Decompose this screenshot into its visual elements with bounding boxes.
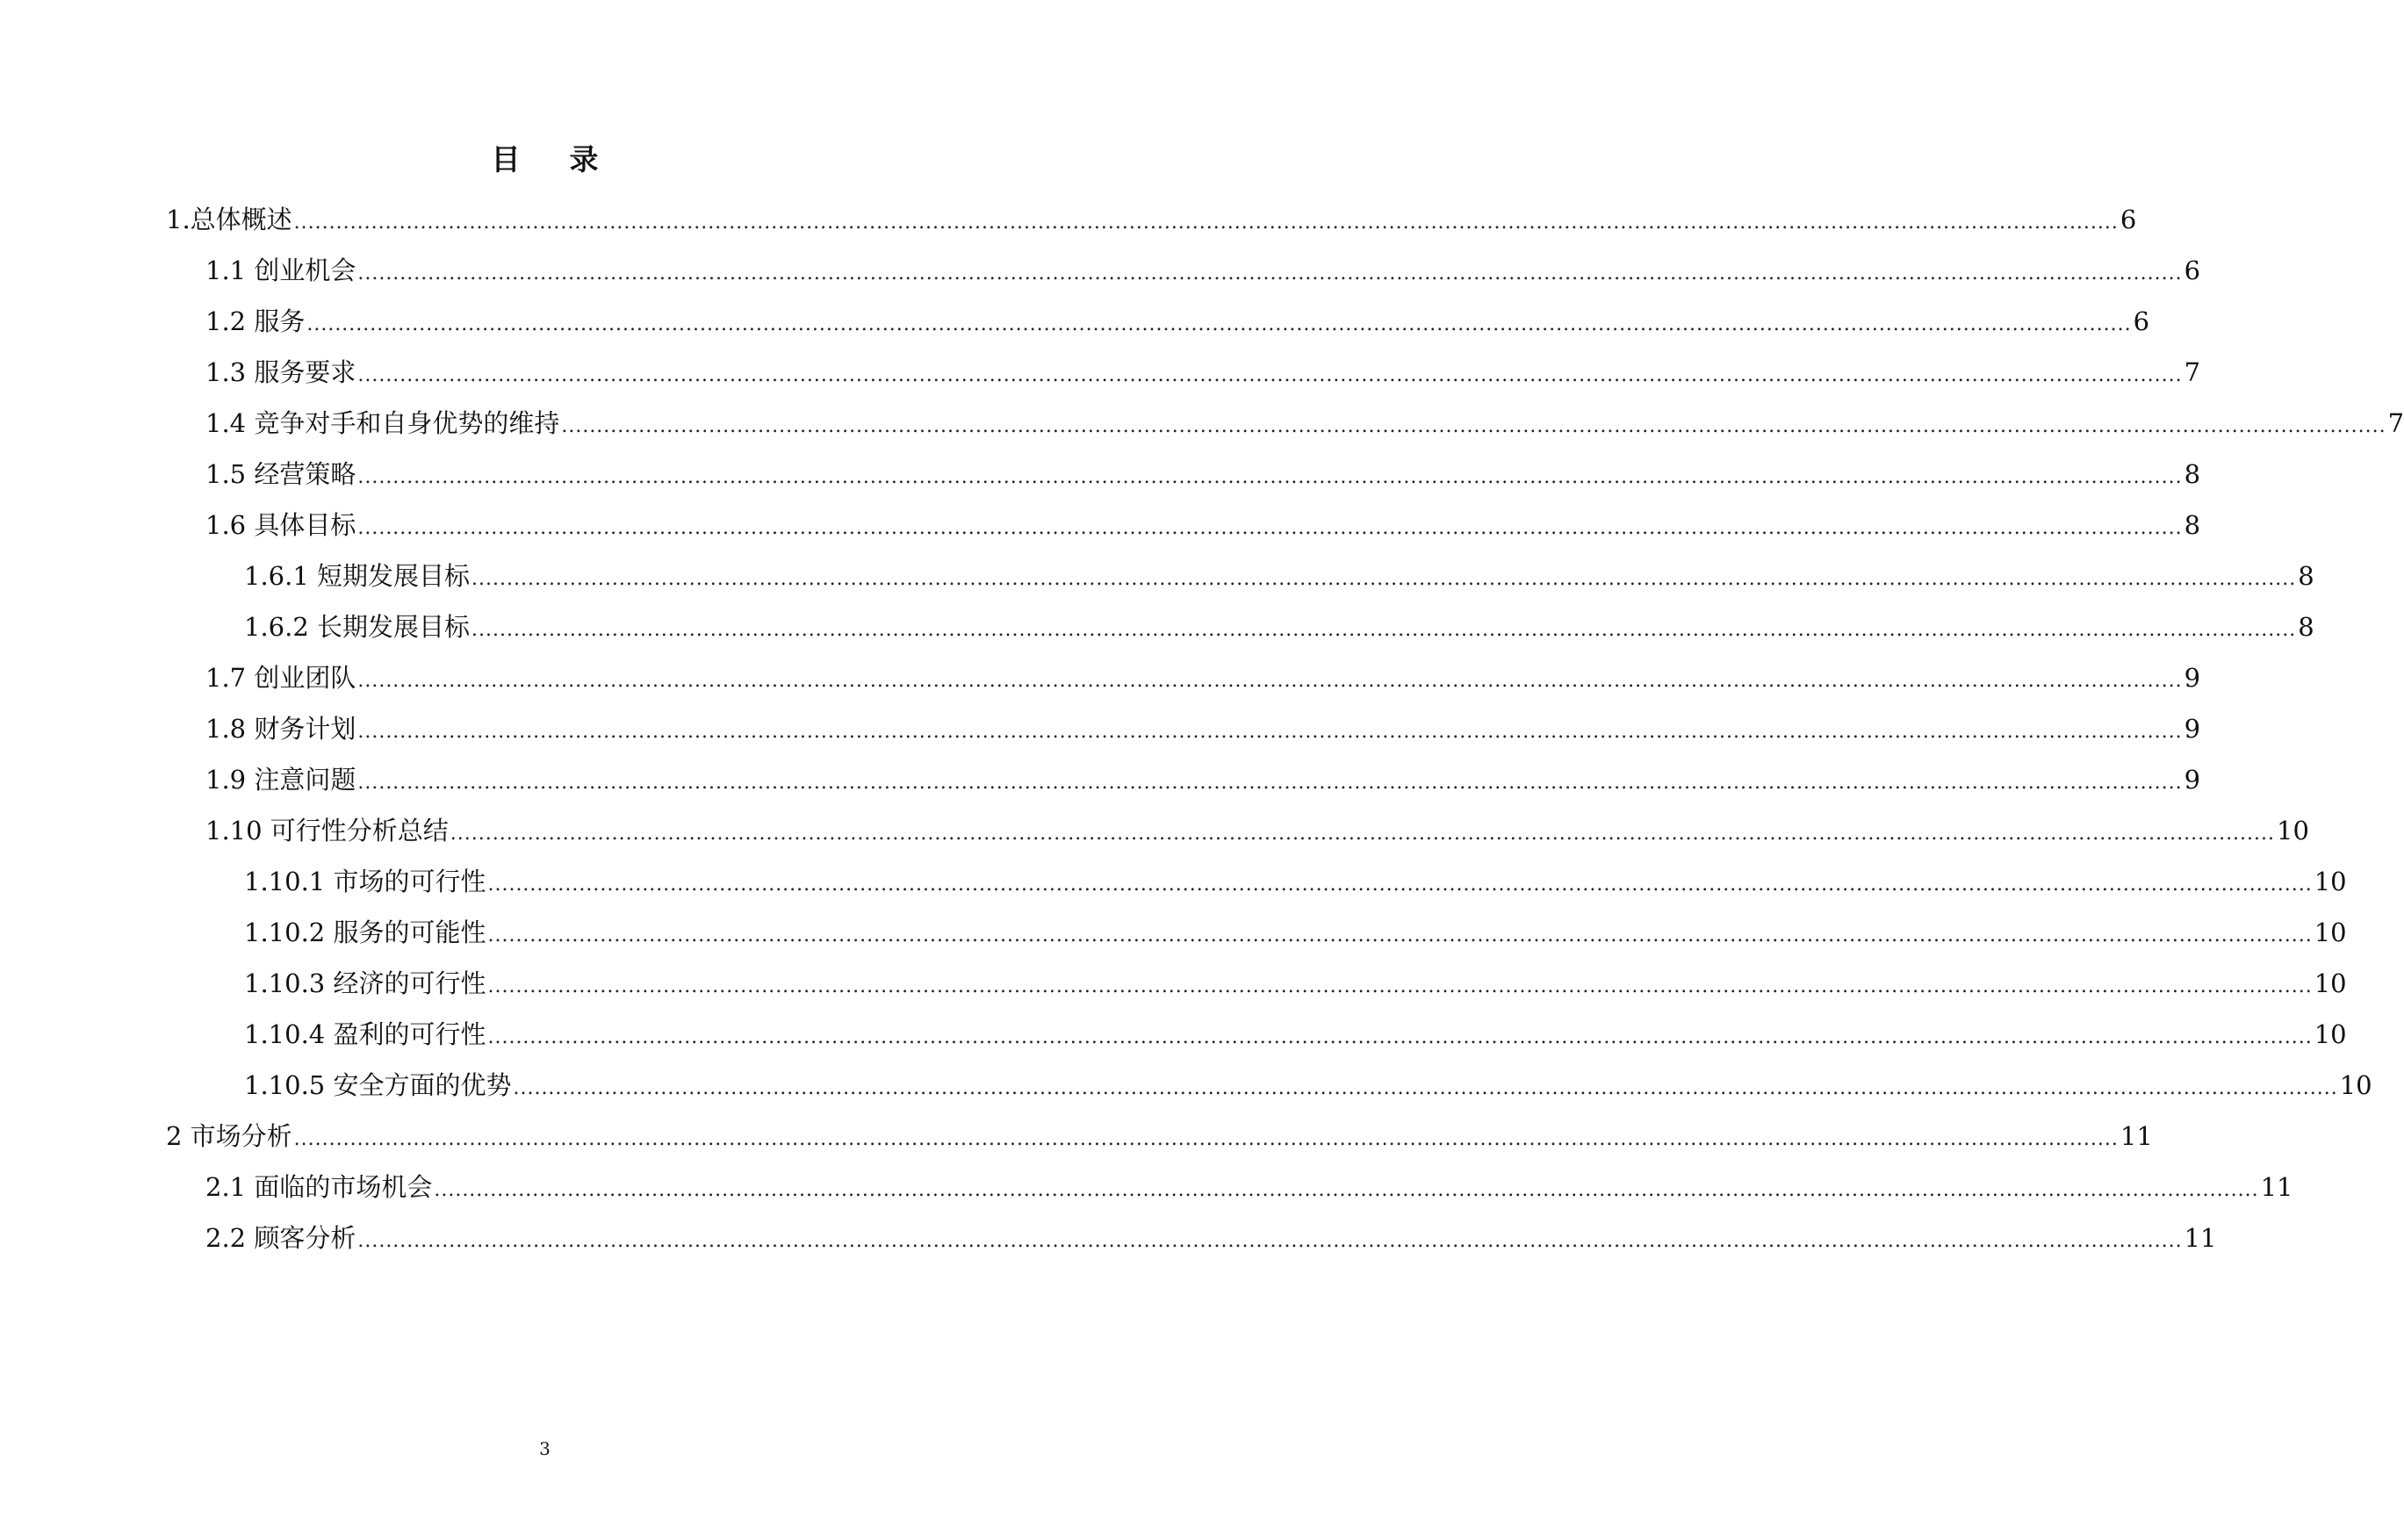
toc-entry-label: 1.10 可行性分析总结	[205, 816, 449, 846]
toc-entry-page: 6	[2184, 255, 2201, 285]
toc-entry-2-1[interactable]	[205, 1168, 2293, 1206]
toc-entry-1-10-2[interactable]	[244, 913, 2347, 952]
toc-entry-label: 1.1 创业机会	[205, 255, 356, 285]
toc-entry-label: 2 市场分析	[166, 1121, 292, 1151]
toc-entry-page: 8	[2298, 561, 2314, 591]
dot-leader: ....................................................................................................................................................................................................................................................................	[293, 1128, 2119, 1150]
toc-entry-page: 7	[2387, 408, 2404, 438]
toc-entry-1-10-4[interactable]	[244, 1015, 2347, 1054]
toc-entry-1-9[interactable]	[205, 760, 2201, 799]
toc-title: 目录	[491, 142, 648, 176]
dot-leader: ....................................................................................................................................................................................................................................................................	[357, 1230, 2183, 1252]
toc-entry-1-6-2[interactable]	[244, 608, 2314, 646]
toc-entry-1-6-1[interactable]	[244, 557, 2314, 595]
toc-entry-label: 1.6 具体目标	[205, 510, 356, 540]
toc-entry-2-2[interactable]	[205, 1219, 2217, 1257]
toc-entry-1-7[interactable]	[205, 658, 2201, 697]
dot-leader: ....................................................................................................................................................................................................................................................................	[487, 1026, 2313, 1048]
toc-entry-label: 2.2 顾客分析	[205, 1223, 356, 1253]
toc-entry-page: 9	[2184, 663, 2201, 693]
dot-leader: ....................................................................................................................................................................................................................................................................	[357, 517, 2183, 539]
dot-leader: ....................................................................................................................................................................................................................................................................	[450, 823, 2276, 845]
page-number: 3	[539, 1438, 551, 1459]
toc-entry-label: 1.10.2 服务的可能性	[244, 918, 486, 947]
dot-leader: ....................................................................................................................................................................................................................................................................	[357, 772, 2183, 794]
toc-entry-1-1[interactable]	[205, 251, 2201, 290]
dot-leader: ....................................................................................................................................................................................................................................................................	[306, 313, 2132, 335]
dot-leader: ....................................................................................................................................................................................................................................................................	[513, 1077, 2338, 1099]
toc-entry-page: 10	[2314, 867, 2347, 896]
toc-entry-label: 1.10.5 安全方面的优势	[244, 1070, 512, 1100]
dot-leader: ....................................................................................................................................................................................................................................................................	[434, 1179, 2259, 1201]
dot-leader: ....................................................................................................................................................................................................................................................................	[471, 619, 2297, 641]
toc-entry-page: 6	[2133, 306, 2150, 336]
toc-entry-page: 6	[2120, 205, 2137, 234]
toc-entry-label: 1.10.3 经济的可行性	[244, 968, 486, 998]
dot-leader: ....................................................................................................................................................................................................................................................................	[471, 568, 2297, 590]
toc-entry-1[interactable]	[166, 200, 2137, 239]
toc-entry-label: 1.5 经营策略	[205, 459, 356, 489]
toc-entry-label: 1.10.4 盈利的可行性	[244, 1019, 486, 1049]
dot-leader: ....................................................................................................................................................................................................................................................................	[487, 874, 2313, 896]
dot-leader: ....................................................................................................................................................................................................................................................................	[357, 364, 2183, 386]
toc-entry-page: 9	[2184, 714, 2201, 744]
toc-entry-label: 1.4 竞争对手和自身优势的维持	[205, 408, 560, 438]
toc-entry-page: 11	[2260, 1172, 2293, 1202]
toc-entry-label: 1.6.2 长期发展目标	[244, 612, 471, 642]
toc-entry-page: 8	[2184, 459, 2201, 489]
toc-entry-page: 10	[2339, 1070, 2372, 1100]
toc-entry-page: 10	[2314, 968, 2347, 998]
toc-entry-1-8[interactable]	[205, 709, 2201, 748]
dot-leader: ....................................................................................................................................................................................................................................................................	[357, 670, 2183, 692]
toc-entry-1-3[interactable]	[205, 353, 2201, 392]
toc-entry-1-2[interactable]	[205, 302, 2150, 341]
toc-entry-label: 1.9 注意问题	[205, 765, 356, 795]
dot-leader: ....................................................................................................................................................................................................................................................................	[561, 415, 2386, 437]
toc-entry-page: 9	[2184, 765, 2201, 795]
toc-entry-1-10-1[interactable]	[244, 862, 2347, 901]
toc-entry-1-10-5[interactable]	[244, 1066, 2372, 1105]
toc-entry-label: 1.6.1 短期发展目标	[244, 561, 471, 591]
dot-leader: ....................................................................................................................................................................................................................................................................	[293, 212, 2119, 234]
toc-entry-1-6[interactable]	[205, 506, 2201, 544]
toc-entry-page: 7	[2184, 357, 2201, 387]
toc-entry-2[interactable]	[166, 1117, 2153, 1155]
toc-entry-page: 8	[2298, 612, 2314, 642]
dot-leader: ....................................................................................................................................................................................................................................................................	[357, 721, 2183, 743]
toc-entry-1-5[interactable]	[205, 455, 2201, 493]
toc-entry-page: 8	[2184, 510, 2201, 540]
toc-entry-page: 11	[2184, 1223, 2217, 1253]
toc-entry-label: 2.1 面临的市场机会	[205, 1172, 433, 1202]
toc-entry-label: 1.7 创业团队	[205, 663, 356, 693]
toc-entry-page: 10	[2314, 918, 2347, 947]
toc-entry-page: 10	[2277, 816, 2309, 846]
toc-entry-label: 1.总体概述	[166, 205, 292, 234]
toc-entry-page: 10	[2314, 1019, 2347, 1049]
dot-leader: ....................................................................................................................................................................................................................................................................	[357, 466, 2183, 488]
toc-entry-label: 1.3 服务要求	[205, 357, 356, 387]
dot-leader: ....................................................................................................................................................................................................................................................................	[487, 975, 2313, 997]
toc-entry-page: 11	[2120, 1121, 2153, 1151]
dot-leader: ....................................................................................................................................................................................................................................................................	[487, 925, 2313, 946]
toc-entry-1-10-3[interactable]	[244, 964, 2347, 1003]
toc-entry-label: 1.2 服务	[205, 306, 306, 336]
toc-entry-1-10[interactable]	[205, 811, 2309, 850]
toc-entry-1-4[interactable]	[205, 404, 2404, 443]
toc-entry-label: 1.10.1 市场的可行性	[244, 867, 486, 896]
dot-leader: ....................................................................................................................................................................................................................................................................	[357, 263, 2183, 284]
toc-entry-label: 1.8 财务计划	[205, 714, 356, 744]
